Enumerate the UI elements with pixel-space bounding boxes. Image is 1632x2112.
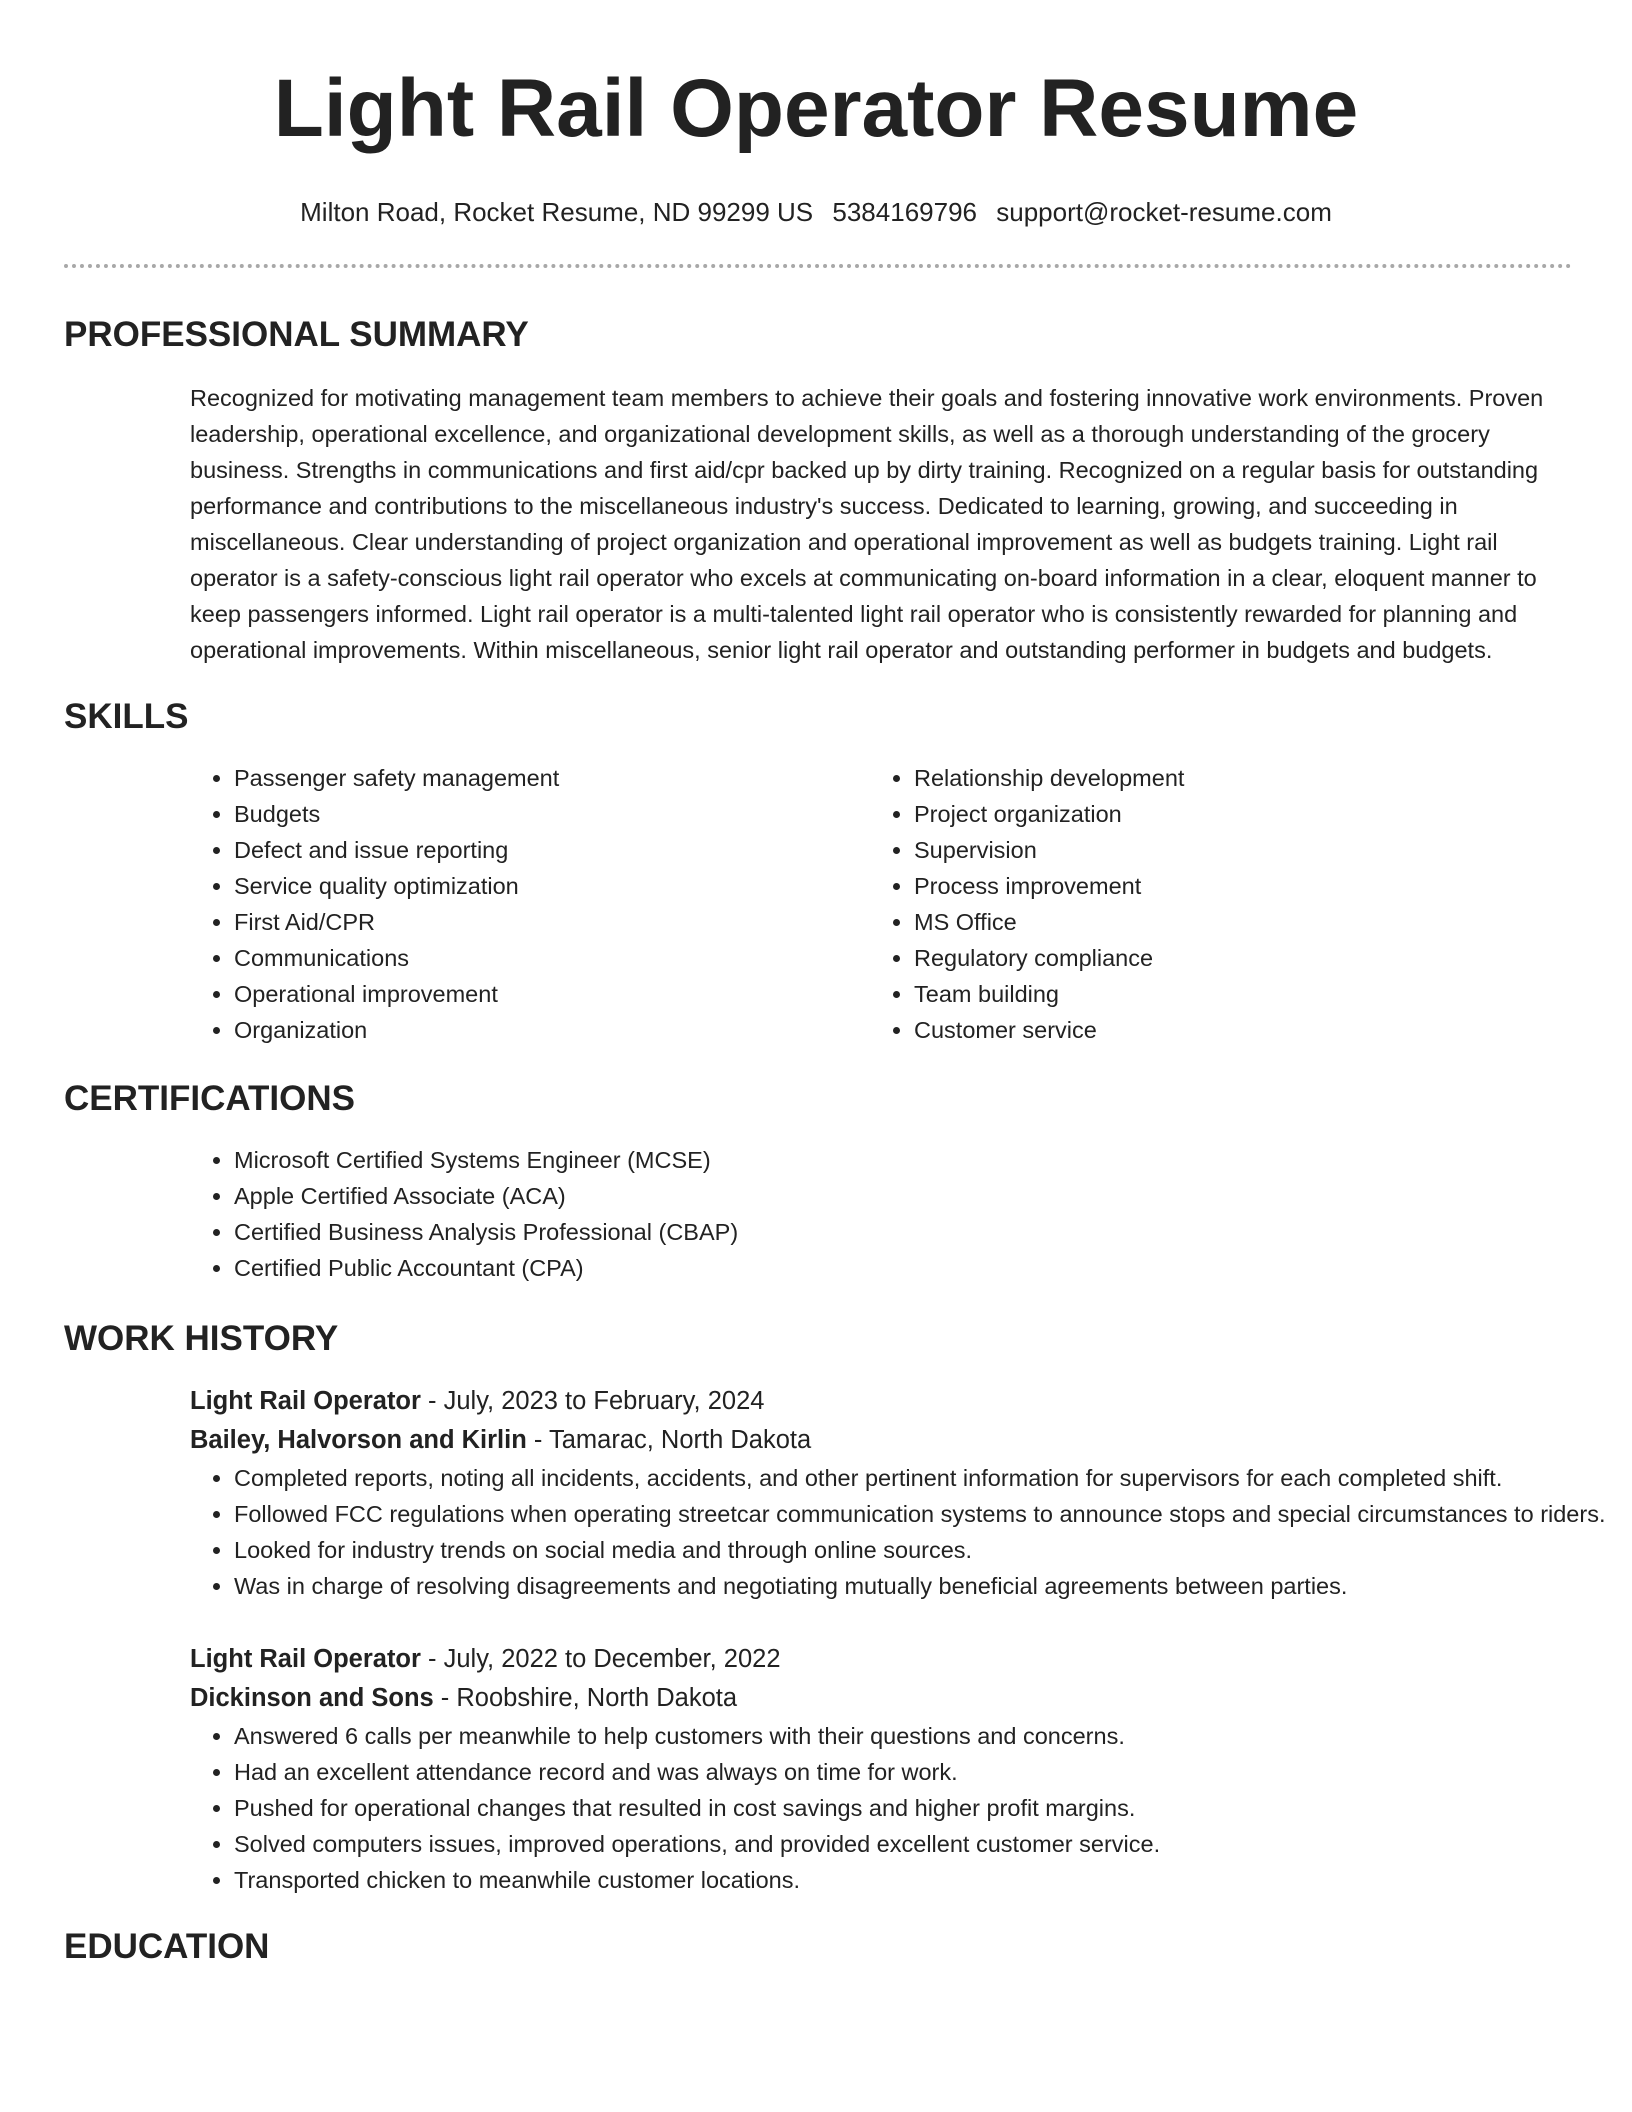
job-duty: • Transported chicken to meanwhile customer locations. [234, 1862, 1616, 1898]
job-entry [64, 1640, 1568, 1898]
job-title-line [190, 1382, 1568, 1421]
skill-item: • First Aid/CPR [234, 904, 870, 940]
skill-item: • Organization [234, 1012, 870, 1048]
work-history-heading: WORK HISTORY [64, 1319, 339, 1358]
skill-item: • Regulatory compliance [914, 940, 1550, 976]
job-duties [190, 1460, 1616, 1604]
skill-item: • Process improvement [914, 868, 1550, 904]
resume-title: Light Rail Operator Resume [273, 63, 1359, 154]
job-duty: • Followed FCC regulations when operating streetcar communication systems to announce stops and special circumstances to riders. [234, 1496, 1616, 1532]
certification-item: • Microsoft Certified Systems Engineer (MCSE) [234, 1142, 1568, 1178]
skill-item: • Customer service [914, 1012, 1550, 1048]
skill-item: • Service quality optimization [234, 868, 870, 904]
contact-phone: 5384169796 [832, 197, 977, 227]
job-duty: • Looked for industry trends on social media and through online sources. [234, 1532, 1616, 1568]
skill-item: • Supervision [914, 832, 1550, 868]
job-duty: • Answered 6 calls per meanwhile to help customers with their questions and concerns. [234, 1718, 1616, 1754]
skill-item: • Operational improvement [234, 976, 870, 1012]
job-duty: • Completed reports, noting all incidents, accidents, and other pertinent information for supervisors for each completed shift. [234, 1460, 1616, 1496]
job-location: - Tamarac, North Dakota [526, 1426, 812, 1454]
job-entry [64, 1382, 1606, 1604]
skill-item: • Communications [234, 940, 870, 976]
certification-item: • Certified Business Analysis Professional (CBAP) [234, 1214, 1568, 1250]
job-title: Light Rail Operator [190, 1387, 421, 1415]
skills-column-right [870, 760, 1550, 1048]
certification-item: • Certified Public Accountant (CPA) [234, 1250, 1568, 1286]
contact-address: Milton Road, Rocket Resume, ND 99299 US [300, 197, 814, 227]
job-company-line [190, 1421, 1568, 1460]
job-title-line [190, 1640, 1568, 1679]
job-company-line [190, 1679, 1568, 1718]
job-title: Light Rail Operator [190, 1645, 421, 1673]
skills-heading: SKILLS [64, 697, 189, 736]
job-duties [190, 1718, 1616, 1898]
skill-item: • Defect and issue reporting [234, 832, 870, 868]
contact-line [64, 196, 1568, 228]
certifications-list [64, 1142, 1568, 1286]
job-dates: - July, 2022 to December, 2022 [420, 1645, 781, 1673]
job-company: Dickinson and Sons [190, 1684, 434, 1712]
job-duty: • Pushed for operational changes that resulted in cost savings and higher profit margins. [234, 1790, 1616, 1826]
skill-item: • Passenger safety management [234, 760, 870, 796]
summary-heading: PROFESSIONAL SUMMARY [64, 315, 529, 354]
job-duty: • Was in charge of resolving disagreements and negotiating mutually beneficial agreements between parties. [234, 1568, 1616, 1604]
job-duty: • Had an excellent attendance record and was always on time for work. [234, 1754, 1616, 1790]
skill-item: • Project organization [914, 796, 1550, 832]
certifications-heading: CERTIFICATIONS [64, 1079, 356, 1118]
education-heading: EDUCATION [64, 1927, 270, 1966]
skill-item: • MS Office [914, 904, 1550, 940]
header-divider [64, 264, 1572, 268]
skill-item: • Relationship development [914, 760, 1550, 796]
summary-text: Recognized for motivating management team members to achieve their goals and fostering innovative work environments. Proven leadership, operational excellence, and organizational development skills, as well as a thorough understanding of the grocery business. Strengths in communications and first aid/cpr backed up by dirty training. Recognized on a regular basis for outstanding performance and contributions to the miscellaneous industry's success. Dedicated to learning, growing, and succeeding in miscellaneous. Clear understanding of project organization and operational improvement as well as budgets training. Light rail operator is a safety-conscious light rail operator who excels at communicating on-board information in a clear, eloquent manner to keep passengers informed. Light rail operator is a multi-talented light rail operator who is consistently rewarded for planning and operational improvements. Within miscellaneous, senior light rail operator and outstanding performer in budgets and budgets. [190, 385, 1544, 663]
skill-item: • Budgets [234, 796, 870, 832]
contact-email: support@rocket-resume.com [996, 197, 1332, 227]
job-company: Bailey, Halvorson and Kirlin [190, 1426, 527, 1454]
certification-item: • Apple Certified Associate (ACA) [234, 1178, 1568, 1214]
skills-list [64, 760, 1568, 1048]
job-location: - Roobshire, North Dakota [433, 1684, 738, 1712]
job-dates: - July, 2023 to February, 2024 [420, 1387, 765, 1415]
skill-item: • Team building [914, 976, 1550, 1012]
job-duty: • Solved computers issues, improved operations, and provided excellent customer service. [234, 1826, 1616, 1862]
skills-column-left [190, 760, 870, 1048]
